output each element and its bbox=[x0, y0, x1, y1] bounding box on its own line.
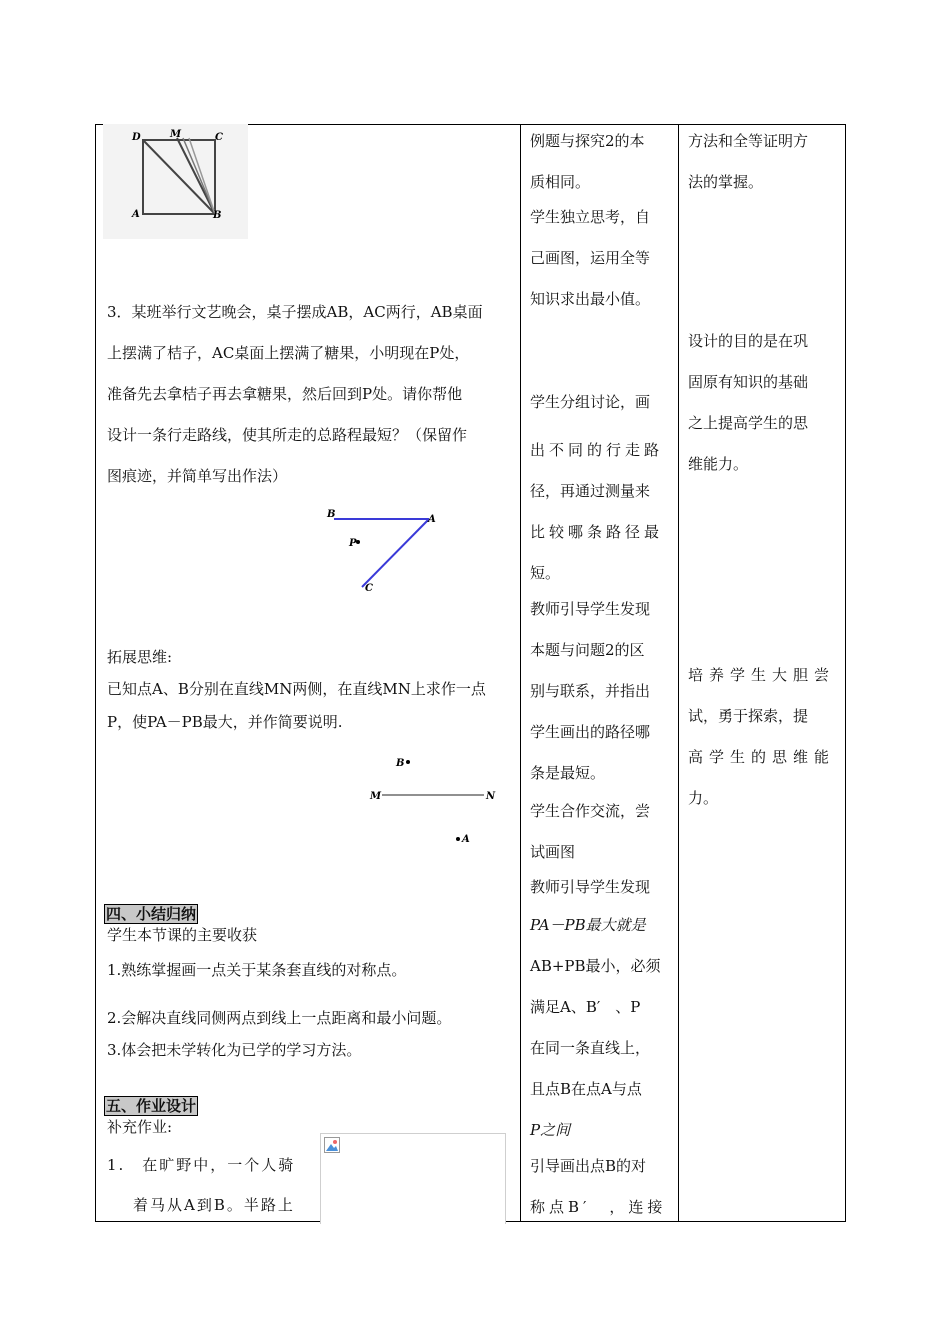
mid-line: 比较哪条路径最 bbox=[530, 523, 664, 541]
sec4-line-1: 学生本节课的主要收获 bbox=[107, 926, 258, 944]
sec5-line-2: 1. 在旷野中，一个人骑 bbox=[107, 1156, 296, 1174]
mid-line: 径，再通过测量来 bbox=[530, 482, 651, 500]
right-line: 力。 bbox=[688, 789, 719, 807]
mid-line: 试画图 bbox=[530, 843, 576, 861]
mid-line: 学生合作交流，尝 bbox=[530, 802, 651, 820]
section5-title: 五、作业设计 bbox=[106, 1097, 197, 1115]
right-line: 试，勇于探索，提 bbox=[688, 707, 809, 725]
ext-line-2: P，使PA－PB最大，并作简要说明. bbox=[107, 713, 343, 731]
q3-line-3: 准备先去拿桔子再去拿糖果，然后回到P处。请你帮他 bbox=[107, 385, 463, 403]
right-line: 培养学生大胆尝 bbox=[688, 666, 836, 684]
q3-line-2: 上摆满了桔子，AC桌面上摆满了糖果，小明现在P处， bbox=[107, 344, 470, 362]
mid-line: 短。 bbox=[530, 564, 561, 582]
mid-line: 条是最短。 bbox=[530, 764, 606, 782]
mid-line: 别与联系，并指出 bbox=[530, 682, 651, 700]
mid-line: 教师引导学生发现 bbox=[530, 600, 651, 618]
line-label-A: A bbox=[462, 834, 470, 845]
homework-image bbox=[320, 1133, 506, 1224]
ext-line-1: 已知点A、B分别在直线MN两侧，在直线MN上求作一点 bbox=[107, 680, 486, 698]
right-line: 高学生的思维能 bbox=[688, 748, 836, 766]
angle-label-P: P bbox=[349, 538, 357, 549]
mid-line: 教师引导学生发现 bbox=[530, 878, 651, 896]
mid-line: 引导画出点B的对 bbox=[530, 1157, 647, 1175]
angle-figure bbox=[322, 506, 442, 596]
sec4-line-2: 1.熟练掌握画一点关于某条套直线的对称点。 bbox=[107, 961, 407, 979]
section4-title: 四、小结归纳 bbox=[106, 905, 197, 923]
sec4-line-3: 2.会解决直线同侧两点到线上一点距离和最小问题。 bbox=[107, 1009, 452, 1027]
line-label-N: N bbox=[486, 791, 496, 802]
mid-line: 知识求出最小值。 bbox=[530, 290, 651, 308]
mid-line: 且点B在点A与点 bbox=[530, 1080, 642, 1098]
label-C: C bbox=[215, 132, 223, 143]
mid-line: 质相同。 bbox=[530, 173, 591, 191]
right-line: 法的掌握。 bbox=[688, 173, 764, 191]
right-line: 固原有知识的基础 bbox=[688, 373, 809, 391]
q3-line-5: 图痕迹，并简单写出作法） bbox=[107, 467, 288, 485]
mid-line: 学生分组讨论，画 bbox=[530, 393, 651, 411]
label-M: M bbox=[170, 129, 182, 140]
line-label-M: M bbox=[370, 791, 382, 802]
mid-line: P之间 bbox=[530, 1121, 571, 1139]
sec5-line-1: 补充作业: bbox=[107, 1118, 173, 1136]
broken-image-icon bbox=[324, 1137, 340, 1153]
q3-line-1: 3．某班举行文艺晚会，桌子摆成AB，AC两行，AB桌面 bbox=[107, 303, 483, 321]
mid-line: PA－PB最大就是 bbox=[530, 916, 646, 934]
mid-line: 己画图，运用全等 bbox=[530, 249, 651, 267]
square-figure bbox=[103, 124, 248, 239]
table-divider-2 bbox=[678, 125, 679, 1221]
label-A: A bbox=[132, 209, 140, 220]
mid-line: 学生独立思考，自 bbox=[530, 208, 651, 226]
label-D: D bbox=[132, 132, 141, 143]
mid-line: 满足A、B′ 、P bbox=[530, 998, 641, 1016]
line-mn-figure bbox=[360, 750, 500, 850]
line-label-B: B bbox=[396, 758, 405, 769]
angle-label-B: B bbox=[327, 509, 336, 520]
angle-label-C: C bbox=[365, 583, 373, 594]
mid-line: 在同一条直线上， bbox=[530, 1039, 651, 1057]
right-line: 维能力。 bbox=[688, 455, 749, 473]
mid-line: 称点B′ ，连接 bbox=[530, 1198, 667, 1216]
mid-line: 出不同的行走路 bbox=[530, 441, 664, 459]
right-line: 之上提高学生的思 bbox=[688, 414, 809, 432]
sec5-line-3: 着马从A到B。半路上 bbox=[133, 1196, 295, 1214]
right-line: 方法和全等证明方 bbox=[688, 132, 809, 150]
table-border-left bbox=[95, 125, 96, 1221]
mid-line: AB+PB最小，必须 bbox=[530, 957, 661, 975]
ext-title: 拓展思维: bbox=[107, 648, 173, 666]
mid-line: 例题与探究2的本 bbox=[530, 132, 645, 150]
q3-line-4: 设计一条行走路线，使其所走的总路程最短？（保留作 bbox=[107, 426, 468, 444]
table-divider-1 bbox=[520, 125, 521, 1221]
angle-label-A: A bbox=[428, 514, 436, 525]
mid-line: 学生画出的路径哪 bbox=[530, 723, 651, 741]
table-border-right bbox=[845, 125, 846, 1221]
right-line: 设计的目的是在巩 bbox=[688, 332, 809, 350]
mid-line: 本题与问题2的区 bbox=[530, 641, 645, 659]
label-B: B bbox=[213, 210, 222, 221]
sec4-line-4: 3.体会把未学转化为已学的学习方法。 bbox=[107, 1041, 362, 1059]
